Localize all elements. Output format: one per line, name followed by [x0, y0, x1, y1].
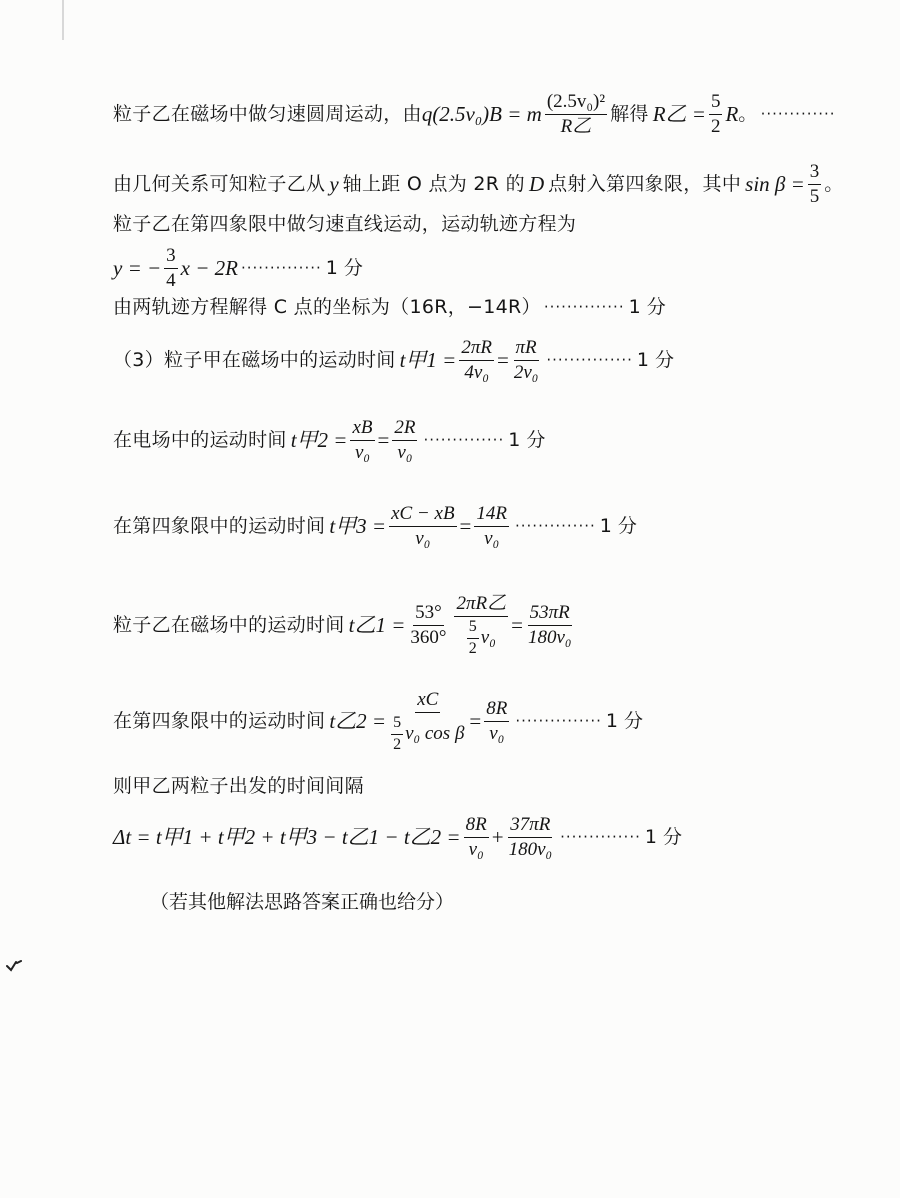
numerator: 2πR [459, 338, 494, 361]
text: 则甲乙两粒子出发的时间间隔 [113, 775, 364, 797]
text: 由几何关系可知粒子乙从 [113, 172, 326, 195]
denominator: 4v₀ [464, 361, 489, 383]
formula: = [496, 347, 509, 372]
grading-note: （若其他解法思路答案正确也给分） [150, 891, 455, 913]
denominator: 4 [166, 269, 176, 291]
scan-edge-mark [62, 0, 64, 40]
fraction [464, 815, 489, 860]
denominator [465, 617, 498, 658]
score-label: 1 分 [644, 825, 683, 848]
denominator: v₀ [397, 441, 413, 463]
text: 粒子乙在第四象限中做匀速直线运动，运动轨迹方程为 [113, 213, 577, 235]
text: 由两轨迹方程解得 C 点的坐标为（16R，−14R） [113, 296, 541, 318]
denominator: 360° [410, 627, 447, 649]
denominator: 2v₀ [513, 361, 539, 383]
denominator: 180v₀ [527, 627, 572, 649]
formula: D [528, 171, 545, 196]
fraction [164, 246, 178, 291]
denominator: v₀ [415, 527, 431, 549]
formula: x − 2R [180, 255, 238, 280]
denominator: 2 [393, 735, 402, 753]
dot-leader: ············· [760, 104, 836, 123]
numerator: 5 [391, 715, 403, 735]
score-label: 1 分 [628, 296, 666, 318]
numerator: πR [514, 338, 539, 361]
text: 粒子乙在磁场中的运动时间 [113, 614, 345, 637]
text: 解得 [610, 102, 649, 125]
formula: t乙2 = [329, 709, 387, 734]
dot-leader: ·············· [241, 258, 322, 277]
numerator: xC − xB [389, 504, 456, 527]
formula: + [491, 824, 504, 849]
line-9 [113, 594, 577, 658]
numerator: 2πR乙 [454, 594, 508, 617]
dot-leader: ·············· [560, 827, 641, 846]
formula: = [377, 427, 390, 452]
fraction [507, 815, 555, 860]
line-5 [113, 298, 666, 317]
formula: = [459, 513, 472, 538]
text: 点射入第四象限，其中 [548, 172, 742, 195]
numerator: 8R [464, 815, 489, 838]
score-label: 1 分 [599, 514, 637, 537]
inner-fraction [467, 619, 479, 658]
denominator: v₀ [354, 441, 371, 463]
denominator: 5 [809, 185, 820, 207]
fraction [459, 338, 494, 383]
numerator: 53° [413, 603, 444, 626]
fraction [350, 418, 374, 463]
line-3 [113, 215, 576, 234]
line-2 [113, 162, 844, 207]
denominator: 2 [710, 115, 721, 137]
text: 在第四象限中的运动时间 [113, 514, 326, 537]
fraction [389, 690, 466, 754]
numerator: xC [415, 690, 440, 713]
score-label: 1 分 [636, 348, 675, 371]
score-label: 1 分 [508, 428, 546, 451]
numerator: (2.5v₀)² [545, 92, 607, 115]
score-label: 1 分 [605, 710, 644, 733]
line-8 [113, 504, 637, 549]
fraction [392, 418, 417, 463]
numerator: 8R [484, 699, 509, 722]
fraction [512, 338, 541, 383]
numerator: 14R [474, 504, 509, 527]
dot-leader: ··············· [515, 712, 602, 731]
formula: = [469, 709, 482, 734]
denominator: 2 [468, 639, 477, 657]
formula: y [329, 171, 339, 196]
text: 。 [738, 102, 758, 125]
formula: Δt = t甲1 + t甲2 + t甲3 − t乙1 − t乙2 = [113, 824, 461, 849]
fraction [389, 504, 456, 549]
denominator-tail: v₀ [480, 627, 496, 649]
formula: sin β = [745, 171, 805, 196]
fraction [408, 603, 448, 648]
inner-fraction [391, 715, 403, 754]
formula: q(2.5v₀)B = m [421, 101, 542, 126]
formula: y = − [113, 255, 162, 280]
dot-leader: ·············· [515, 516, 596, 535]
line-12 [113, 815, 682, 860]
denominator: v₀ [489, 723, 505, 745]
fraction [545, 92, 607, 137]
fraction [808, 162, 822, 207]
text: 粒子乙在磁场中做匀速圆周运动，由 [113, 102, 422, 125]
score-label: 1 分 [325, 256, 363, 279]
pen-mark-icon [6, 958, 24, 972]
denominator: v₀ [468, 838, 484, 860]
text: （3）粒子甲在磁场中的运动时间 [113, 348, 396, 371]
fraction [709, 92, 723, 137]
formula: t甲2 = [290, 427, 348, 452]
numerator: 37πR [508, 815, 552, 838]
formula: = [511, 613, 523, 638]
numerator: 3 [808, 162, 822, 185]
fraction [526, 603, 574, 648]
numerator: 5 [709, 92, 723, 115]
denominator [389, 713, 466, 754]
numerator: 53πR [528, 603, 572, 626]
fraction [454, 594, 508, 658]
line-4 [113, 246, 363, 291]
fraction [484, 699, 509, 744]
text: 轴上距 O 点为 2R 的 [342, 172, 525, 195]
fraction [474, 504, 509, 549]
text: 在电场中的运动时间 [113, 428, 287, 451]
line-6 [113, 338, 674, 383]
formula: t甲3 = [329, 513, 387, 538]
text: 在第四象限中的运动时间 [113, 710, 326, 733]
formula: t甲1 = [399, 347, 457, 372]
denominator: v₀ [484, 527, 500, 549]
line-1 [113, 92, 836, 137]
formula: t乙1 = [348, 613, 406, 638]
numerator: xB [350, 418, 374, 441]
formula: R乙 = [652, 101, 706, 126]
dot-leader: ··············· [546, 350, 633, 369]
dot-leader: ·············· [423, 430, 505, 449]
numerator: 5 [467, 619, 479, 639]
dot-leader: ·············· [543, 298, 625, 316]
formula: R [725, 101, 739, 126]
denominator: R乙 [560, 115, 592, 137]
denominator-tail: v₀ cos β [405, 723, 465, 745]
line-10 [113, 690, 643, 754]
line-7 [113, 418, 545, 463]
text: 。 [824, 172, 844, 195]
numerator: 2R [392, 418, 417, 441]
numerator: 3 [164, 246, 178, 269]
denominator: 180v₀ [508, 838, 553, 860]
line-11 [113, 777, 364, 796]
